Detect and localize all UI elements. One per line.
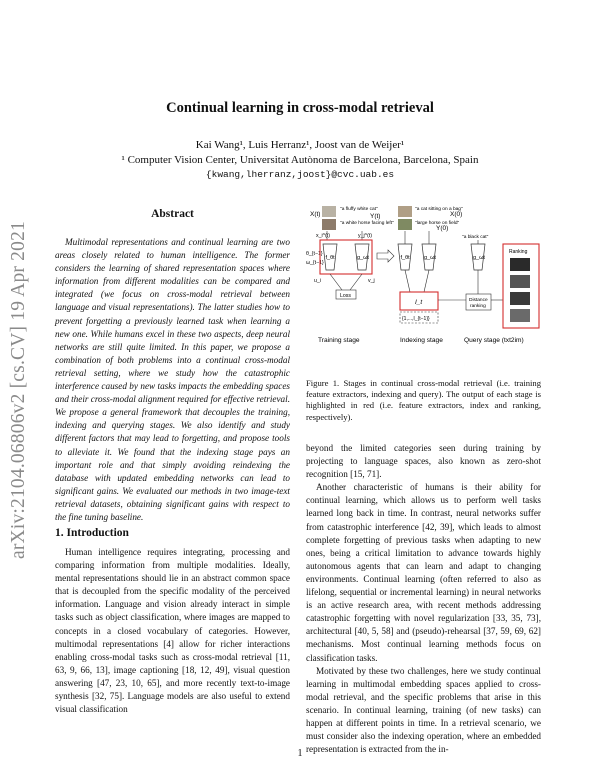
label-xi: x_i^(t)	[316, 233, 330, 239]
affiliation: ¹ Computer Vision Center, Universitat Autònoma de Barcelona, Barcelona, Spain	[121, 154, 479, 166]
authors: Kai Wang¹, Luis Herranz¹, Joost van de Weijer¹	[195, 139, 405, 151]
label-ui: u_i	[314, 278, 321, 284]
photo-cat-thumb	[322, 206, 336, 217]
label-theta: θ_{t−1}	[306, 251, 323, 257]
intro-body-left	[55, 546, 290, 716]
arxiv-id: arXiv:2104.06806v2 [cs.CV] 19 Apr 2021	[8, 221, 29, 559]
abstract-heading: Abstract	[151, 208, 194, 220]
arxiv-stamp	[4, 200, 34, 580]
label-x-0: X(0)	[450, 211, 463, 218]
photo-horse-thumb	[322, 219, 336, 230]
previous-index-label: {1,...,I_{t−1}}	[402, 316, 430, 322]
intro-paragraph-2: beyond the limited categories seen during training by projecting to language spaces, also known as zero-shot recognition [15, 71].	[306, 443, 541, 480]
photo-horse-field-thumb	[398, 219, 412, 230]
intro-paragraph-3: Another characteristic of humans is their ability for continual learning, which allows us to perform well tasks learned long back in time. In contrast, neural networks suffer from catastrophic interference [42, 39], which leads to almost complete forgetting of previous tasks when adapting to new ones, being a critical limitation to advance towards highly autonomous agents that can learn and adapt to changing environments. Continual learning (often referred to also as lifelong, sequential or incremental learning) in neural networks is an active research area, with recent methods addressing catastrophic forgetting with novel regularization [33, 35, 73], architectural [40, 5, 58] and (pseudo)-rehearsal [37, 59, 69, 62] mechanisms. Most continual learning methods focus on classification tasks.	[306, 482, 541, 663]
label-x-t: X(t)	[310, 211, 321, 218]
caption-fluffy-cat: "a fluffy white cat"	[340, 207, 378, 212]
ranking-label: Ranking	[509, 249, 528, 255]
loss-label: Loss	[340, 293, 351, 299]
stage-label-indexing: Indexing stage	[400, 337, 443, 344]
index-label: I_t	[415, 299, 423, 306]
label-yj: y_j^(t)	[358, 233, 372, 239]
label-y-0: Y(0)	[436, 225, 449, 232]
figure-caption: Figure 1. Stages in continual cross-modal retrieval (i.e. training feature extractors, indexing and query). The output of each stage is highlighted in red (i.e. feature extractors, index and ranking, respectively).	[306, 378, 541, 422]
paper-title: Continual learning in cross-modal retrieval	[166, 100, 434, 116]
encoder-g-index: g_ωt	[424, 255, 436, 261]
label-omega: ω_{t−1}	[306, 260, 324, 266]
figure-diagram	[304, 200, 542, 372]
caption-cat-bag: "a cat sitting on a bag"	[415, 207, 463, 212]
ranking-photo-2	[510, 275, 530, 288]
stage-arrow-icon	[377, 250, 394, 262]
ranking-photo-4	[510, 309, 530, 322]
ranking-photo-1	[510, 258, 530, 271]
encoder-g-train: g_ωt	[357, 255, 369, 261]
figure-1	[304, 200, 542, 372]
photo-cat-bag-thumb	[398, 206, 412, 217]
author-email: {kwang,lherranz,joost}@cvc.uab.es	[205, 169, 395, 180]
ranking-photo-3	[510, 292, 530, 305]
label-y-t: Y(t)	[370, 213, 381, 220]
intro-heading: 1. Introduction	[55, 527, 129, 539]
distance-label: Distance	[469, 298, 488, 303]
caption-black-cat: "a black cat"	[462, 235, 489, 240]
ranking-word: ranking	[470, 304, 486, 309]
stage-label-training: Training stage	[318, 337, 360, 344]
encoder-g-query: g_ωt	[473, 255, 485, 261]
stage-label-query: Query stage (txt2im)	[464, 337, 524, 344]
abstract-text: Multimodal representations and continual learning are two areas closely related to human intelligence. The former considers the learning of shared representation spaces where information from different modalities can be compared and integrated (we focus on cross-modal retrieval between language and visual representations). The latter studies how to prevent forgetting a previously learned task when learning a new one. While humans excel in these two aspects, deep neural networks are still quite limited. In this paper, we propose a combination of both problems into a continual cross-modal retrieval setting, where we study how the catastrophic interference caused by new tasks impacts the embedding spaces and their cross-modal alignment required for effective retrieval. We propose a general framework that decouples the training, indexing and querying stages. We also identify and study different factors that may lead to forgetting, and propose tools to alleviate it. We found that the indexing stage pays an important role and that simply avoiding reindexing the database with updated embedding networks can lead to significant gains. We evaluated our methods in two image-text retrieval datasets, obtaining significant gains with respect to the fine tuning baseline.	[55, 237, 290, 522]
intro-body-right	[306, 442, 541, 756]
label-vj: v_j	[368, 278, 375, 284]
intro-paragraph-4: Motivated by these two challenges, here we study continual learning in multimodal embedding spaces applied to cross-modal retrieval, and the specific problems that arise in this scenario. In continual learning, training (of new tasks) can happen at different points in time. In a retrieval scenario, we must consider also the indexing operation, where an embedded representation is extracted from the in-	[306, 665, 541, 755]
intro-paragraph-1: Human intelligence requires integrating, processing and comparing information from multiple modalities. Ideally, mental representations should lie in an abstract common space that is decoupled from the specific modality of the perceived information. Language and vision already interact in simple tasks such as object classification, where images are mapped to concepts in a closed vocabulary of categories. However, multimodal representations [4] allow for richer interactions enabling cross-modal tasks such as cross-modal retrieval [11, 63, 9, 66, 13], image captioning [18, 12, 49], visual question answering [47, 23, 10, 65], and more recently text-to-image synthesis [32, 75]. Language models are also useful to extend visual classification	[55, 547, 290, 715]
encoder-f-train: f_θt	[325, 255, 335, 261]
caption-large-horse: "large horse on field"	[415, 221, 460, 226]
caption-white-horse: "a white horse facing left"	[340, 221, 394, 226]
abstract-body	[55, 236, 290, 524]
page-number: 1	[297, 748, 303, 759]
encoder-f-index: f_θt	[400, 255, 410, 261]
